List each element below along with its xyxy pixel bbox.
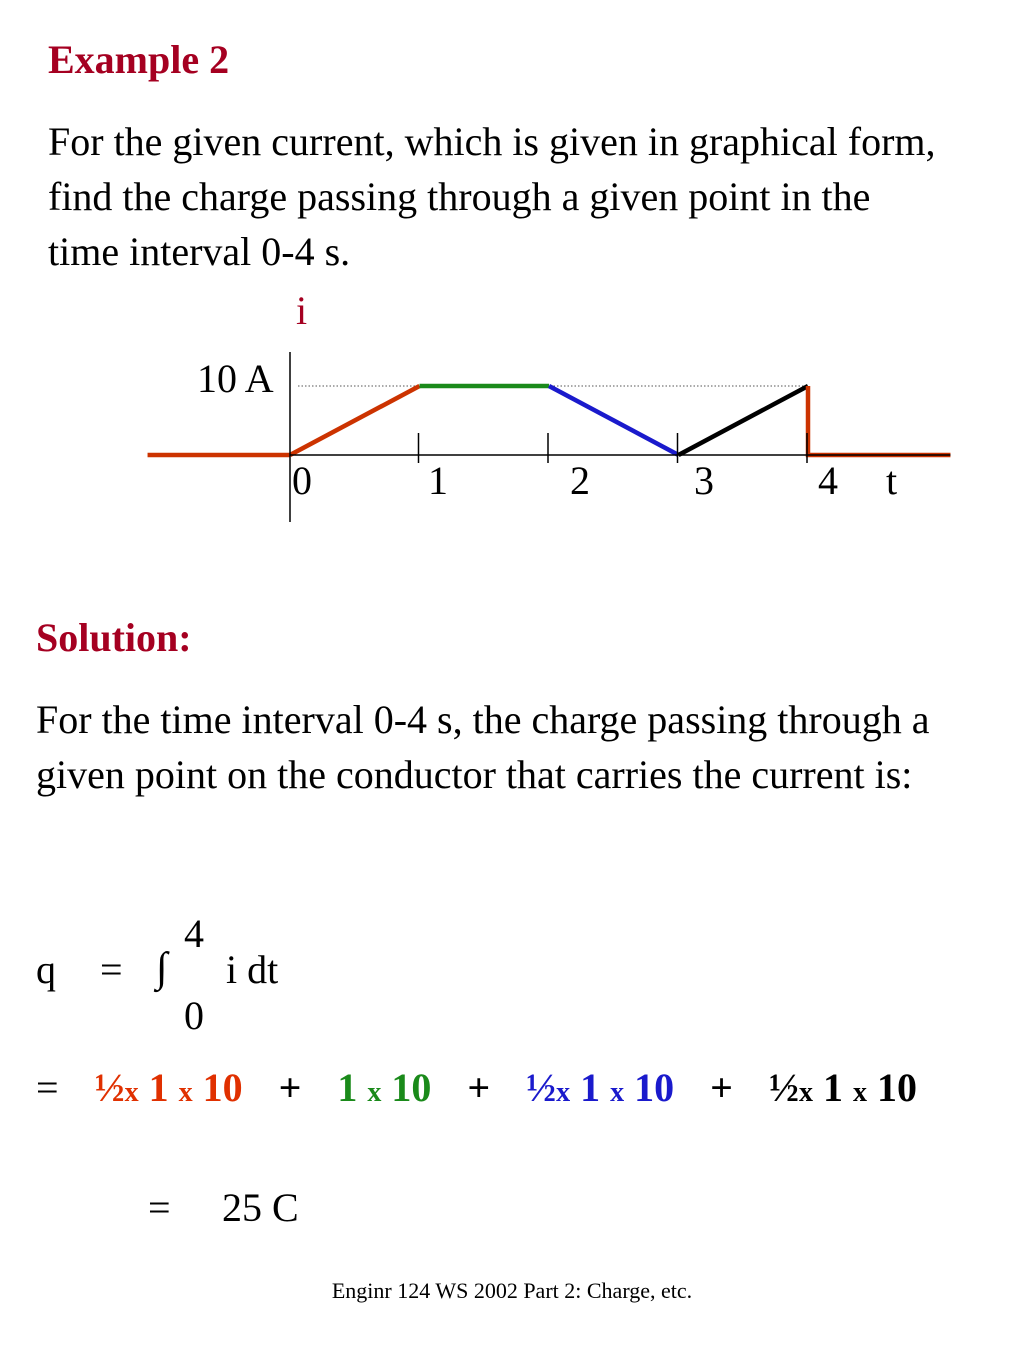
integral-integrand: i dt — [226, 947, 279, 992]
x-tick-label-1: 1 — [428, 458, 448, 503]
plus-1: + — [278, 1065, 302, 1110]
solution-text: For the time interval 0-4 s, the charge passing through a given point on the conductor that carries the current is: — [36, 697, 930, 797]
plus-2: + — [467, 1065, 491, 1110]
integral-lower-limit: 0 — [184, 993, 204, 1038]
current-segment-6 — [808, 386, 950, 455]
current-segment-5 — [679, 386, 809, 455]
y-tick-label-10a: 10 A — [197, 356, 274, 401]
x-tick-label-3: 3 — [694, 458, 714, 503]
current-segment-4 — [549, 386, 679, 455]
result-equals: = — [148, 1185, 171, 1230]
sum-term-4: ½x 1 x 10 — [768, 1065, 917, 1110]
graph-axes — [290, 352, 950, 522]
x-axis-label: t — [886, 458, 898, 503]
solution-heading: Solution: — [36, 615, 192, 660]
integral-equals: = — [100, 947, 123, 992]
result-value: 25 C — [222, 1185, 299, 1230]
sum-term-2: 1 x 10 — [337, 1065, 432, 1110]
integral-upper-limit: 4 — [184, 911, 204, 956]
y-axis-label: i — [296, 288, 308, 333]
sum-equals: = — [36, 1065, 59, 1110]
problem-statement: For the given current, which is given in graphical form, find the charge passing through a given point in the time interval 0-4 s. — [48, 119, 936, 274]
integral-sign: ∫ — [156, 945, 168, 991]
sum-term-3: ½x 1 x 10 — [526, 1065, 675, 1110]
x-tick-label-4: 4 — [818, 458, 838, 503]
integral-lhs: q — [36, 947, 56, 992]
current-segment-2 — [290, 386, 420, 455]
current-graph — [0, 280, 1024, 540]
example-title: Example 2 — [48, 37, 230, 82]
x-tick-label-0: 0 — [292, 458, 312, 503]
footer-text: Enginr 124 WS 2002 Part 2: Charge, etc. — [331, 1278, 693, 1303]
sum-expression — [36, 1064, 917, 1111]
plus-3: + — [710, 1065, 733, 1110]
sum-term-1: ½x 1 x 10 — [94, 1065, 243, 1110]
x-tick-label-2: 2 — [570, 458, 590, 503]
